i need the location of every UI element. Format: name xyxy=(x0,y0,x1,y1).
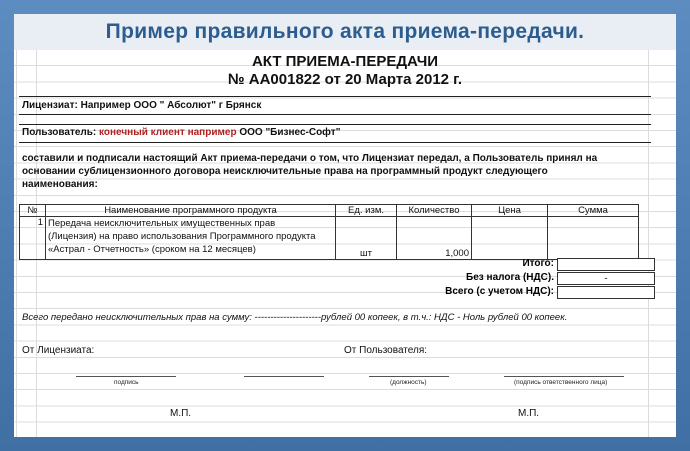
divider-line xyxy=(19,96,651,97)
no-vat-label: Без налога (НДС). xyxy=(466,272,554,283)
document-title: АКТ ПРИЕМА-ПЕРЕДАЧИ xyxy=(251,53,439,70)
row-name-line-1: Передача неисключительных имущественных прав xyxy=(48,218,276,229)
banner-title: Пример правильного акта приема-передачи. xyxy=(105,20,585,43)
transferred-sum-line: Всего передано неисключительных прав на сумму: ---------------------рублей 00 копеек, в т.ч.: НДС - Ноль рублей 00 копеек. xyxy=(22,312,568,323)
document-number-line: № АА001822 от 20 Марта 2012 г. xyxy=(227,71,463,88)
row-name-line-3: «Астрал - Отчетность» (сроком на 12 месяцев) xyxy=(48,244,256,255)
paragraph-line-2: основании сублицензионного договора неисключительные права на программный продукт следующего xyxy=(22,166,548,177)
row-sum xyxy=(548,217,639,260)
signature-line xyxy=(369,376,449,377)
table-header-row xyxy=(20,205,639,217)
header-num: № xyxy=(20,205,46,217)
user-label: Пользователь: xyxy=(22,127,97,138)
signature-caption: подпись xyxy=(114,379,139,386)
row-price xyxy=(472,217,548,260)
user-line xyxy=(22,127,340,138)
stamp-place-right: М.П. xyxy=(518,408,540,419)
row-name xyxy=(46,217,336,260)
from-licensee-label: От Лицензиата: xyxy=(22,345,95,356)
products-table xyxy=(19,204,639,260)
paragraph-line-1: составили и подписали настоящий Акт приема-передачи о том, что Лицензиат передал, а Пользователь принял на xyxy=(22,153,598,164)
header-sum: Сумма xyxy=(548,205,639,217)
signature-line xyxy=(244,376,324,377)
total-vat-value xyxy=(557,286,655,299)
table-row xyxy=(20,217,639,260)
header-qty: Количество xyxy=(397,205,472,217)
total-vat-label: Всего (с учетом НДС): xyxy=(445,286,554,297)
position-caption: (должность) xyxy=(390,379,427,386)
itogo-value xyxy=(557,258,655,271)
spreadsheet-document xyxy=(14,50,676,437)
row-name-line-2: (Лицензия) на право использования Программного продукта xyxy=(48,231,316,242)
header-unit: Ед. изм. xyxy=(336,205,397,217)
licensee-line: Лицензиат: Например ООО " Абсолют" г Брянск xyxy=(22,100,262,111)
from-user-label: От Пользователя: xyxy=(344,345,428,356)
header-name: Наименование программного продукта xyxy=(46,205,336,217)
signature-line xyxy=(76,376,176,377)
row-num: 1 xyxy=(20,217,46,260)
user-example: конечный клиент например xyxy=(99,127,237,138)
stamp-place-left: М.П. xyxy=(170,408,192,419)
row-qty: 1,000 xyxy=(397,217,472,260)
divider-line xyxy=(19,124,651,125)
itogo-label: Итого: xyxy=(522,258,554,269)
divider-line xyxy=(19,114,651,115)
header-price: Цена xyxy=(472,205,548,217)
row-unit: шт xyxy=(336,217,397,260)
paragraph-line-3: наименования: xyxy=(22,179,98,190)
responsible-signature-caption: (подпись ответственного лица) xyxy=(514,379,608,386)
user-company: ООО "Бизнес-Софт" xyxy=(239,127,341,138)
divider-line xyxy=(19,142,651,143)
no-vat-value: - xyxy=(557,272,655,285)
banner xyxy=(14,14,676,50)
signature-line xyxy=(504,376,624,377)
